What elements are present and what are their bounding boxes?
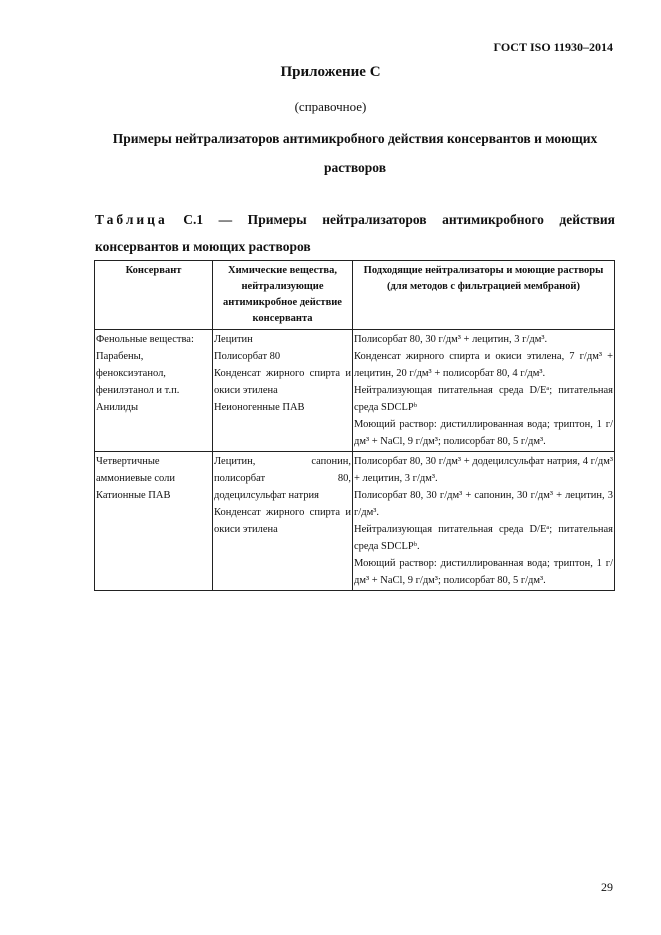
- page-number: 29: [601, 880, 613, 894]
- cell-line: Анилиды: [96, 402, 139, 413]
- cell-line: Катионные ПАВ: [96, 490, 171, 501]
- table-caption-word: Таблица: [95, 212, 168, 227]
- cell-line: Неионогенные ПАВ: [214, 402, 305, 413]
- cell-line: Моющий раствор: дистиллированная вода; триптон, 1 г/дм³ + NaCl, 9 г/дм³; полисорбат 80, 5 г/дм³.: [354, 558, 613, 586]
- cell-neutralizers: [353, 452, 615, 591]
- cell-line: Конденсат жирного спирта и окиси этилена, 7 г/дм³ + лецитин, 20 г/дм³ + полисорбат 80, 4 г/дм³.: [354, 351, 613, 379]
- cell-line: Четвертичные аммониевые соли: [96, 456, 176, 484]
- header-preservative: Консервант: [95, 261, 213, 330]
- cell-preservative: [95, 452, 213, 591]
- cell-chemicals: [213, 330, 353, 452]
- cell-neutralizers: [353, 330, 615, 452]
- neutralizers-table: [94, 260, 615, 591]
- cell-line: Конденсат жирного спирта и окиси этилена: [214, 368, 351, 396]
- document-standard-number: ГОСТ ISO 11930–2014: [493, 40, 613, 54]
- cell-line: Полисорбат 80, 30 г/дм³ + лецитин, 3 г/дм³.: [354, 334, 548, 345]
- table-row: [95, 452, 615, 591]
- header-chemicals: Химические вещества, нейтрализующие антимикробное действие консерванта: [213, 261, 353, 330]
- table-header-row: [95, 261, 615, 330]
- table-row: [95, 330, 615, 452]
- cell-line: Лецитин, сапонин, полисорбат 80, додецилсульфат натрия: [214, 456, 351, 501]
- cell-line: Парабены, феноксиэтанол, фенилэтанол и т.п.: [96, 351, 180, 396]
- cell-line: Моющий раствор: дистиллированная вода; триптон, 1 г/дм³ + NaCl, 9 г/дм³; полисорбат 80, 5 г/дм³.: [354, 419, 613, 447]
- table-caption: [95, 206, 615, 260]
- cell-line: Полисорбат 80, 30 г/дм³ + додецилсульфат натрия, 4 г/дм³ + лецитин, 3 г/дм³.: [354, 456, 613, 484]
- table-caption-text: С.1 — Примеры нейтрализаторов антимикробного действия консервантов и моющих растворов: [95, 212, 615, 254]
- cell-line: Нейтрализующая питательная среда D/Eᵃ; питательная среда SDCLPᵇ.: [354, 524, 613, 552]
- cell-line: Полисорбат 80: [214, 351, 281, 362]
- cell-line: Конденсат жирного спирта и окиси этилена: [214, 507, 351, 535]
- cell-line: Лецитин: [214, 334, 253, 345]
- appendix-title: Приложение С: [280, 64, 381, 80]
- cell-line: Фенольные вещества:: [96, 334, 194, 345]
- cell-line: Нейтрализующая питательная среда D/Eᵃ; питательная среда SDCLPᵇ: [354, 385, 613, 413]
- appendix-subtitle: Примеры нейтрализаторов антимикробного действия консервантов и моющих растворов: [112, 131, 598, 175]
- cell-chemicals: [213, 452, 353, 591]
- appendix-status: (справочное): [294, 99, 367, 114]
- cell-line: Полисорбат 80, 30 г/дм³ + сапонин, 30 г/дм³ + лецитин, 3 г/дм³.: [354, 490, 613, 518]
- header-neutralizers: Подходящие нейтрализаторы и моющие растворы (для методов с фильтрацией мембраной): [353, 261, 615, 330]
- cell-preservative: [95, 330, 213, 452]
